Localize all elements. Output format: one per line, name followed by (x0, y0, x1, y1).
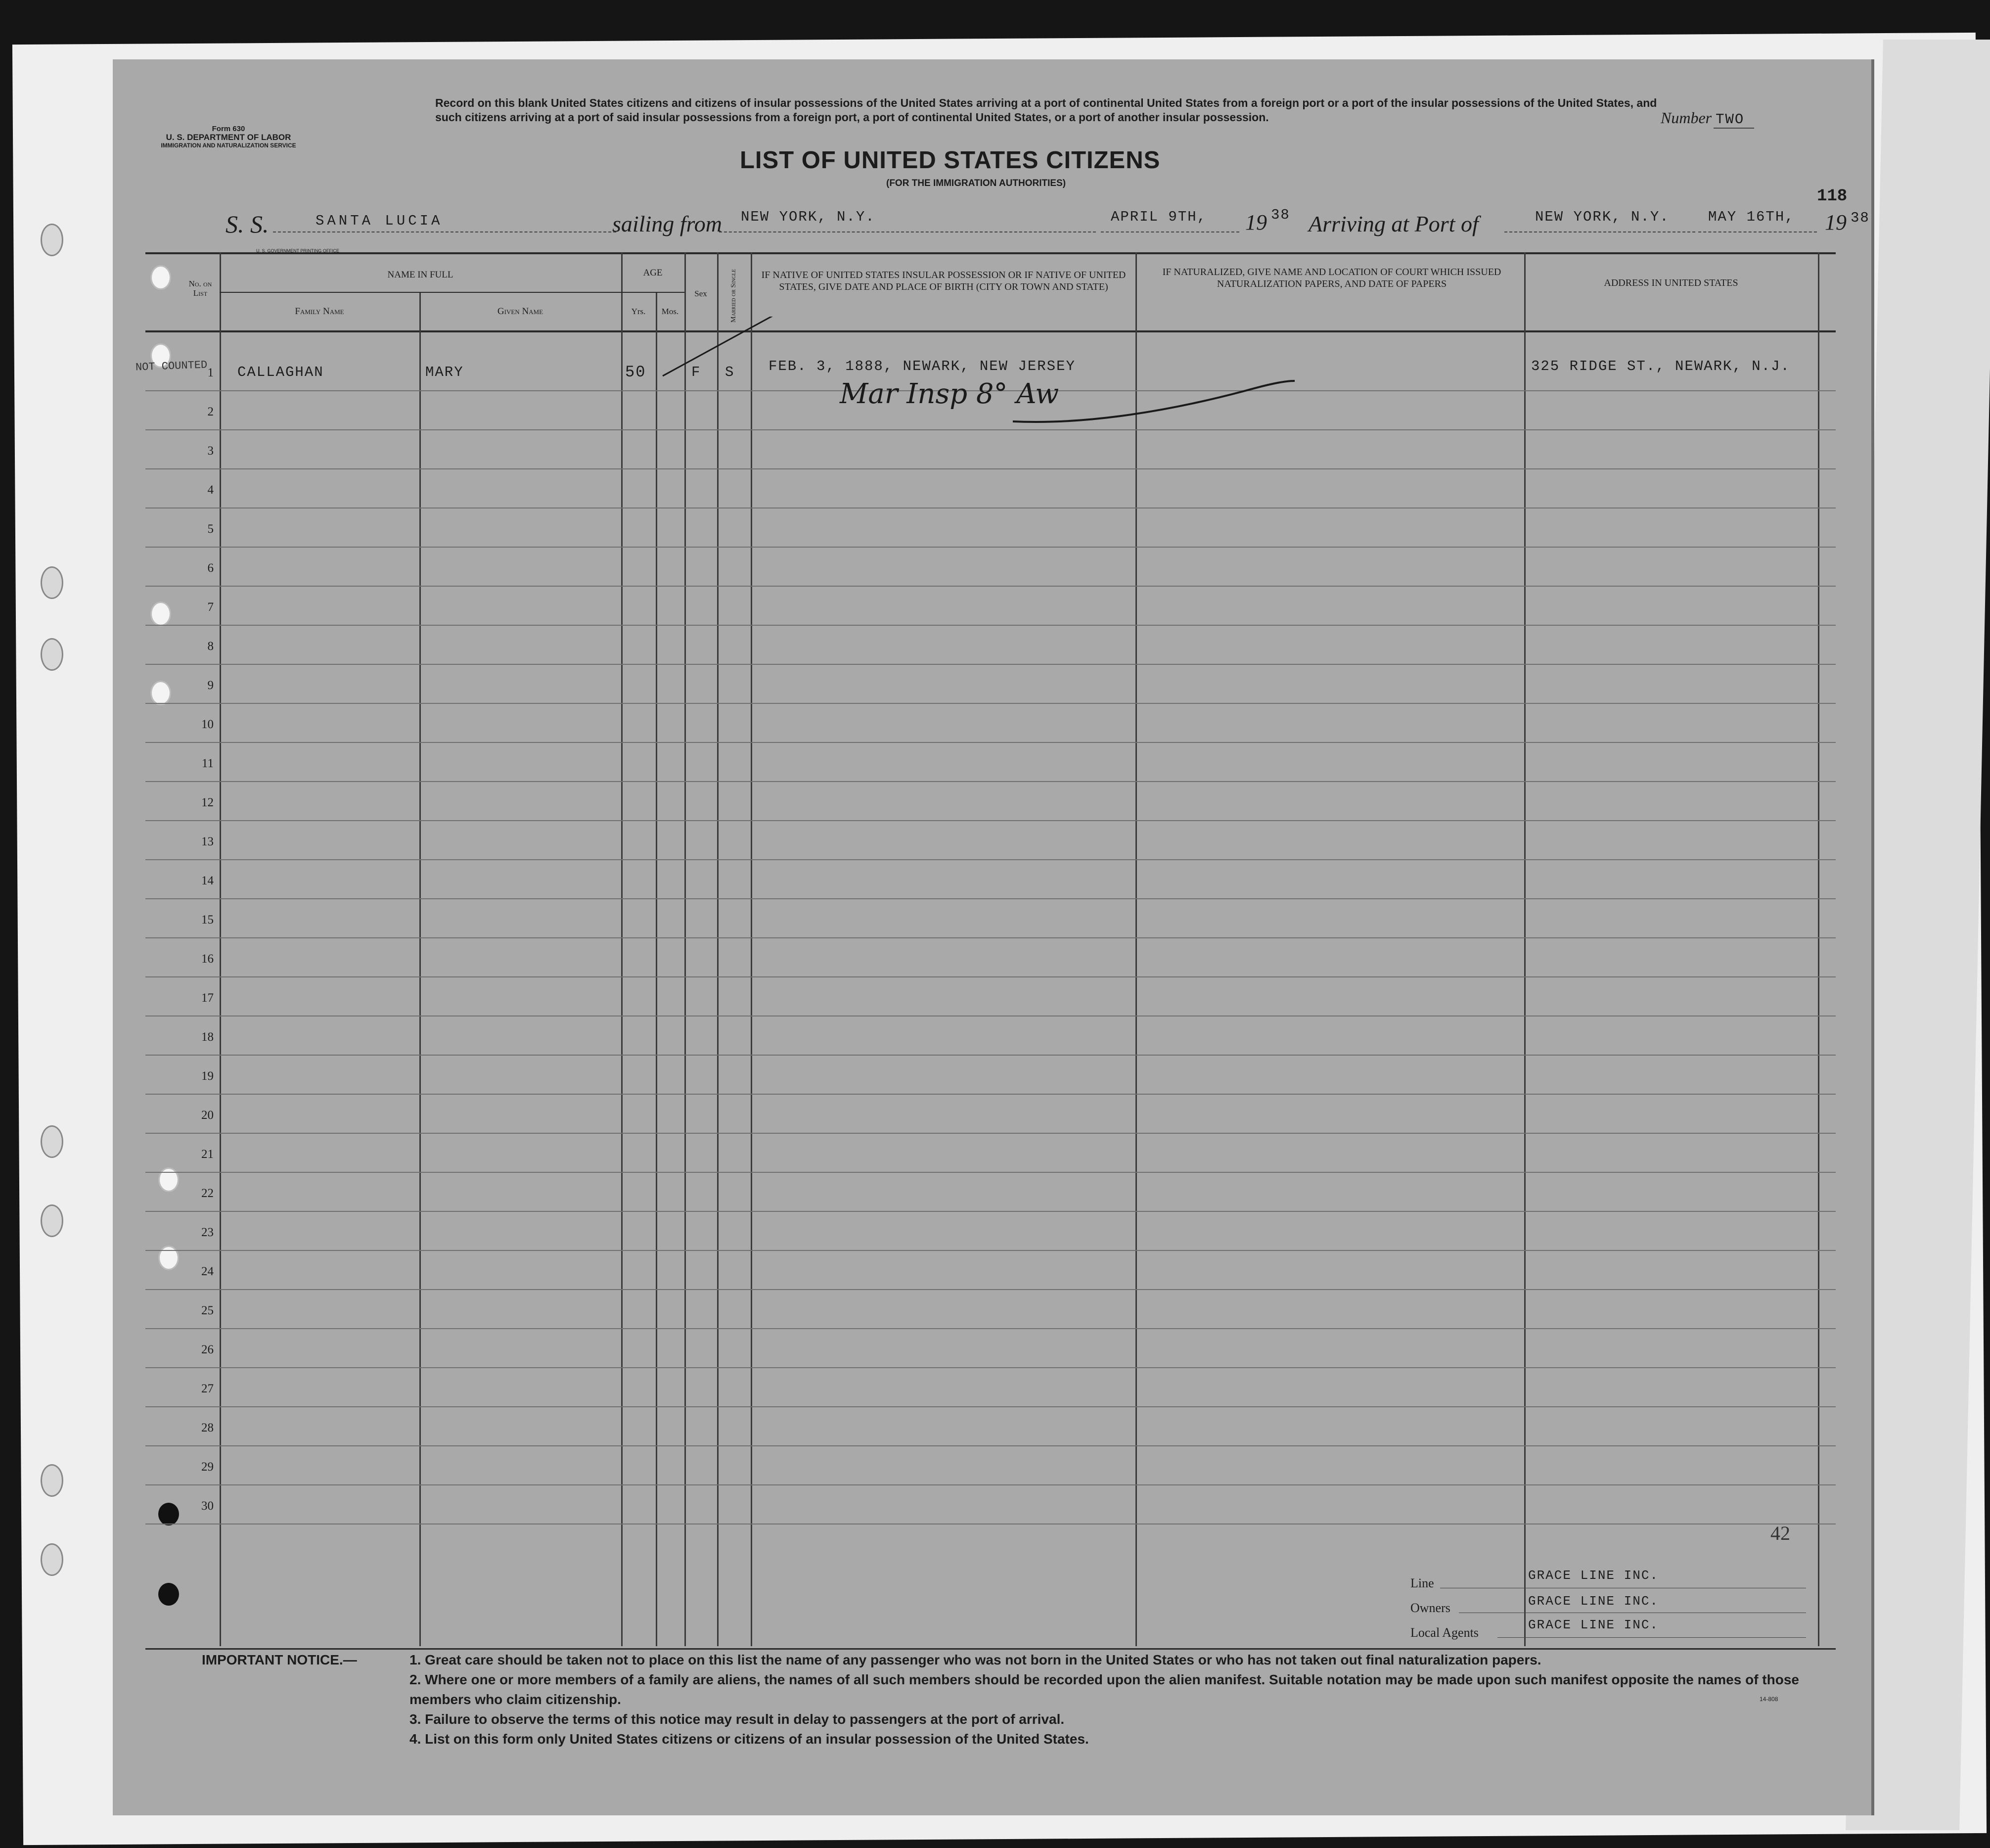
ship-underline (273, 231, 616, 232)
row-rule (145, 1211, 1836, 1212)
arrive-year-prefix: 19 (1825, 210, 1847, 234)
row-number: 22 (201, 1187, 214, 1200)
owners-value: GRACE LINE INC. (1528, 1594, 1659, 1609)
binder-hole (41, 1204, 63, 1237)
owners-label: Owners (1410, 1601, 1450, 1615)
entry-address: 325 RIDGE ST., NEWARK, N.J. (1531, 358, 1790, 374)
arriving-label: Arriving at Port of (1309, 211, 1479, 236)
from-year: 38 (1271, 207, 1290, 223)
form-number: Form 630 (212, 125, 245, 133)
header-yrs: Yrs. (631, 307, 646, 316)
row-number: 28 (201, 1421, 214, 1434)
name-subheader-line (220, 292, 621, 293)
col-divider (1818, 252, 1819, 1646)
entry-sex: F (691, 364, 701, 380)
col-divider (656, 292, 657, 1646)
row-rule (145, 664, 1836, 665)
age-subheader-line (621, 292, 684, 293)
header-naturalized: IF NATURALIZED, GIVE NAME AND LOCATION OF COURT WHICH ISSUED NATURALIZATION PAPERS, AND DATE OF PAPERS (1162, 267, 1501, 289)
row-rule (145, 898, 1836, 899)
row-number: 4 (207, 483, 214, 497)
row-rule (145, 1133, 1836, 1134)
row-number: 18 (201, 1030, 214, 1044)
row-number: 15 (201, 913, 214, 926)
agents-underline (1497, 1637, 1806, 1638)
manifest-page (113, 59, 1874, 1815)
row-number: 29 (201, 1460, 214, 1474)
binder-hole (41, 1464, 63, 1497)
col-divider (1524, 252, 1526, 1646)
entry-age-years: 50 (625, 363, 646, 381)
form-title: LIST OF UNITED STATES CITIZENS (740, 147, 1161, 174)
row-number: 24 (201, 1265, 214, 1278)
binder-hole (41, 1125, 63, 1158)
form-code: 14-808 (1760, 1696, 1778, 1703)
notice-item-1: 1. Great care should be taken not to place on this list the name of any passenger who was not born in the United States or who has not taken out final naturalization papers. (409, 1652, 1541, 1667)
number-value: TWO (1714, 111, 1754, 129)
row-number: 16 (201, 952, 214, 966)
header-mos: Mos. (661, 307, 679, 316)
row-number: 3 (207, 444, 214, 458)
binder-hole (41, 566, 63, 599)
arrive-date: MAY 16TH, (1708, 209, 1795, 225)
row-rule (145, 1055, 1836, 1056)
row-rule (145, 468, 1836, 469)
row-number: 30 (201, 1499, 214, 1513)
ship-name: SANTA LUCIA (316, 213, 443, 229)
from-year-prefix: 19 (1245, 210, 1267, 234)
row-rule (145, 1328, 1836, 1329)
entry-marital-status: S (725, 364, 735, 380)
notice-item-2: 2. Where one or more members of a family are aliens, the names of all such members should be recorded upon the alien manifest. Suitable notation may be made upon such manifest opposite the names of those members who claim citizenship. (409, 1672, 1799, 1707)
number-field (1661, 109, 1754, 128)
row-rule (145, 1250, 1836, 1251)
col-divider (220, 252, 221, 1646)
row-rule (145, 820, 1836, 821)
line-label: Line (1410, 1576, 1434, 1590)
binder-hole (41, 638, 63, 671)
agents-label: Local Agents (1410, 1625, 1479, 1640)
row-number: 6 (207, 561, 214, 575)
row-rule (145, 1367, 1836, 1368)
row-rule (145, 1094, 1836, 1095)
binder-hole (41, 1543, 63, 1576)
row-number: 27 (201, 1382, 214, 1395)
sailing-from-label: sailing from (612, 211, 722, 236)
row-number: 13 (201, 835, 214, 848)
department: U. S. DEPARTMENT OF LABOR (166, 133, 291, 142)
row-rule (145, 1172, 1836, 1173)
row-number: 8 (207, 640, 214, 653)
form-subtitle: (FOR THE IMMIGRATION AUTHORITIES) (886, 178, 1066, 188)
row-rule (145, 703, 1836, 704)
binder-hole (41, 224, 63, 256)
row-rule (145, 625, 1836, 626)
row-rule (145, 1524, 1836, 1525)
from-port: NEW YORK, N.Y. (741, 209, 875, 225)
header-given-name: Given Name (497, 306, 543, 317)
from-date: APRIL 9TH, (1111, 209, 1207, 225)
row-number: 21 (201, 1148, 214, 1161)
header-family-name: Family Name (295, 306, 344, 317)
row-rule (145, 859, 1836, 860)
header-age: AGE (643, 268, 663, 278)
row-rule (145, 976, 1836, 977)
manifest-table (145, 252, 1836, 1650)
handwritten-note: Mar Insp 8° Aw (840, 378, 1059, 410)
row-number: 14 (201, 874, 214, 887)
header-no-on-list: No. on List (188, 279, 212, 298)
row-number: 7 (207, 601, 214, 614)
service: IMMIGRATION AND NATURALIZATION SERVICE (161, 142, 296, 149)
row-rule (145, 1406, 1836, 1407)
from-port-underline (719, 231, 1096, 232)
entry-family-name: CALLAGHAN (237, 364, 324, 380)
arrive-port-underline (1504, 231, 1695, 232)
header-name-in-full: NAME IN FULL (387, 270, 453, 280)
col-divider (751, 252, 752, 1646)
arrive-date-underline (1698, 231, 1817, 232)
from-date-underline (1101, 231, 1239, 232)
row-number: 19 (201, 1069, 214, 1083)
page-count-note: 42 (1770, 1522, 1790, 1544)
row-number: 23 (201, 1226, 214, 1239)
col-divider (717, 252, 719, 1646)
row-rule (145, 1289, 1836, 1290)
row-number: 17 (201, 991, 214, 1005)
header-married-single: Married or Single (730, 269, 737, 323)
entry-birth: FEB. 3, 1888, NEWARK, NEW JERSEY (769, 358, 1076, 374)
col-divider (621, 252, 623, 1646)
row-number: 26 (201, 1343, 214, 1356)
printer-note: U. S. GOVERNMENT PRINTING OFFICE (256, 248, 339, 253)
arrive-year: 38 (1851, 210, 1870, 226)
row-number: 25 (201, 1304, 214, 1317)
stamp-number: 118 (1817, 187, 1848, 206)
row-rule (145, 781, 1836, 782)
row-number: 2 (207, 405, 214, 418)
col-divider (684, 252, 686, 1646)
ss-label: S. S. (226, 210, 269, 238)
row-number: 1 (207, 366, 214, 379)
col-divider (419, 292, 421, 1646)
row-rule (145, 547, 1836, 548)
row-rule (145, 586, 1836, 587)
notice-item-4: 4. List on this form only United States citizens or citizens of an insular possession of the United States. (409, 1731, 1089, 1747)
row-number: 12 (201, 796, 214, 809)
row-rule (145, 937, 1836, 938)
entry-given-name: MARY (425, 364, 464, 380)
arrive-port: NEW YORK, N.Y. (1535, 209, 1670, 225)
margin-note-not-counted: NOT COUNTED (135, 359, 208, 374)
number-label: Number (1661, 109, 1712, 127)
row-number: 9 (207, 679, 214, 692)
row-number: 10 (201, 718, 214, 731)
header-address: ADDRESS IN UNITED STATES (1604, 277, 1738, 288)
notice-item-3: 3. Failure to observe the terms of this notice may result in delay to passengers at the port of arrival. (409, 1711, 1065, 1727)
header-native: IF NATIVE OF UNITED STATES INSULAR POSSESSION OR IF NATIVE OF UNITED STATES, GIVE DATE AND PLACE OF BIRTH (CITY OR TOWN AND STATE) (761, 270, 1126, 292)
row-rule (145, 1484, 1836, 1485)
notice-heading: IMPORTANT NOTICE.— (202, 1652, 357, 1667)
row-rule (145, 742, 1836, 743)
row-number: 5 (207, 522, 214, 536)
form-instructions: Record on this blank United States citizens and citizens of insular possessions of the United States arriving at a port of continental United States from a foreign port or a port of the insular possessions of the United States, and such citizens arriving at a port of said insular possessions from a foreign port, a port of continental United States, or a port of another insular possession. (435, 96, 1657, 124)
header-sex: Sex (694, 289, 707, 298)
row-number: 20 (201, 1109, 214, 1122)
form-id-block (154, 125, 303, 150)
row-rule (145, 1445, 1836, 1446)
row-number: 11 (201, 757, 214, 770)
col-divider (1135, 252, 1137, 1646)
agents-value: GRACE LINE INC. (1528, 1617, 1659, 1632)
line-value: GRACE LINE INC. (1528, 1568, 1659, 1583)
